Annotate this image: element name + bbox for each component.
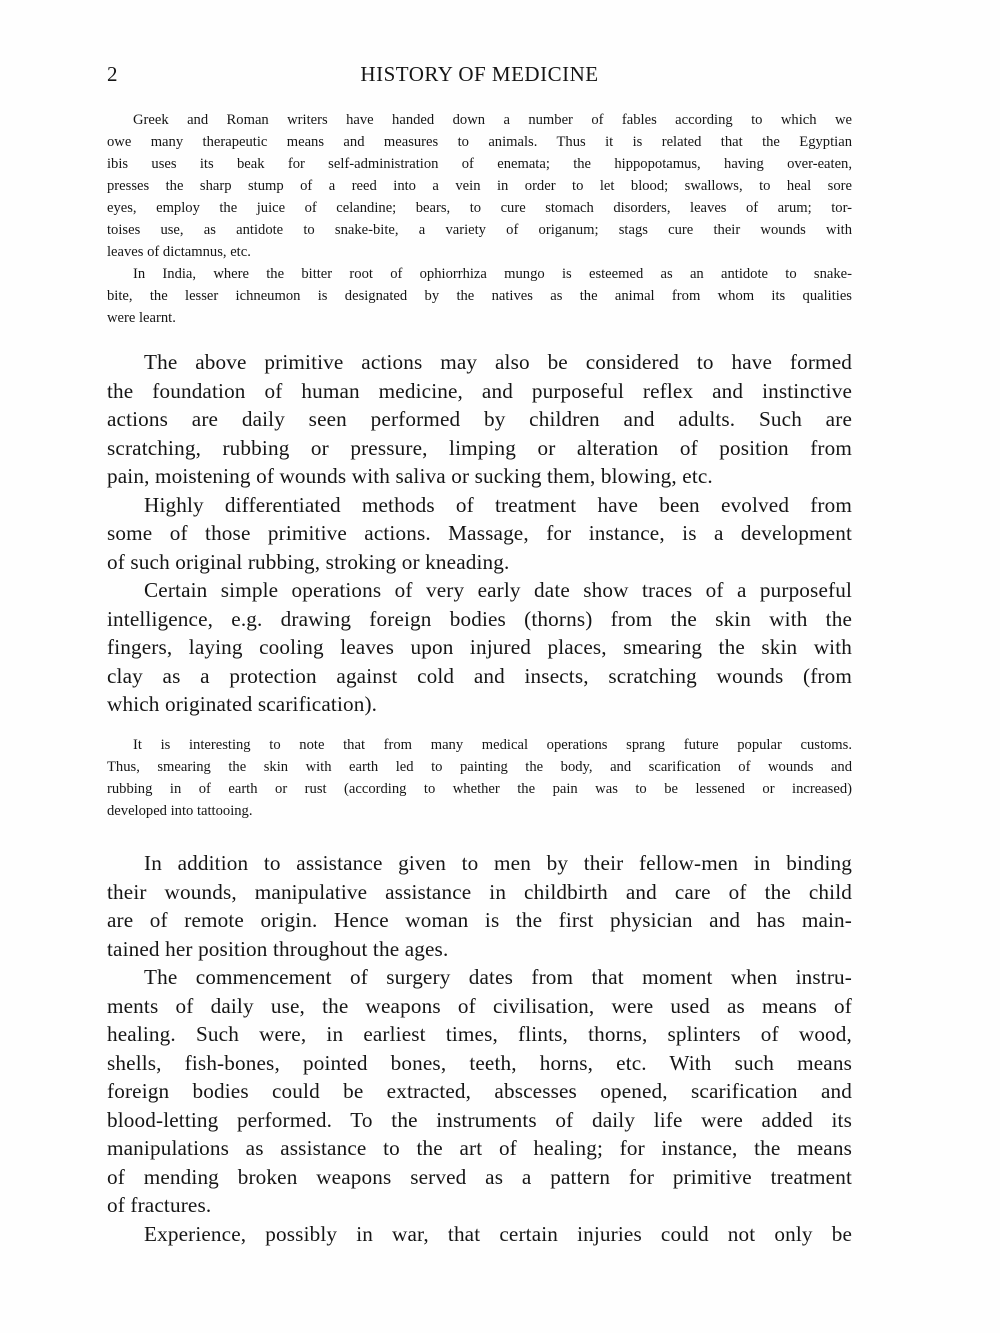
- text-line: are of remote origin. Hence woman is the first physician and has main-: [107, 908, 852, 932]
- text-line: of such original rubbing, stroking or kneading.: [107, 549, 510, 574]
- text-line: toises use, as antidote to snake-bite, a variety of origanum; stags cure their wounds with: [107, 222, 852, 238]
- paragraph-surgery: [107, 963, 852, 1220]
- paragraph-fables: [107, 109, 852, 263]
- text-line: The commencement of surgery dates from that moment when instru-: [144, 965, 852, 989]
- text-line: owe many therapeutic means and measures to animals. Thus it is related that the Egyptian: [107, 134, 852, 150]
- text-line: actions are daily seen performed by children and adults. Such are: [107, 407, 852, 431]
- text-line: of fractures.: [107, 1193, 212, 1217]
- text-line: In addition to assistance given to men by their fellow-men in binding: [144, 851, 852, 875]
- text-line: Greek and Roman writers have handed down a number of fables according to which we: [133, 112, 852, 128]
- text-line: In India, where the bitter root of ophiorrhiza mungo is esteemed as an antidote to snake-: [133, 266, 852, 282]
- text-line: fingers, laying cooling leaves upon injured places, smearing the skin with: [107, 635, 852, 659]
- text-line: pain, moistening of wounds with saliva or sucking them, blowing, etc.: [107, 464, 713, 488]
- running-title: HISTORY OF MEDICINE: [360, 62, 599, 86]
- text-line: clay as a protection against cold and insects, scratching wounds (from: [107, 663, 852, 688]
- paragraph-india: [107, 263, 852, 329]
- text-line: developed into tattooing.: [107, 803, 253, 819]
- text-line: healing. Such were, in earliest times, flints, thorns, splinters of wood,: [107, 1022, 852, 1046]
- text-line: The above primitive actions may also be considered to have formed: [144, 350, 852, 374]
- paragraph-massage: [107, 491, 852, 577]
- small-print-note-fables: [107, 109, 852, 329]
- text-line: were learnt.: [107, 310, 176, 326]
- text-line: tained her position throughout the ages.: [107, 936, 449, 961]
- text-line: Highly differentiated methods of treatment have been evolved from: [144, 492, 852, 517]
- paragraph-woman-physician: [107, 849, 852, 963]
- text-line: manipulations as assistance to the art of healing; for instance, the means: [107, 1136, 852, 1160]
- text-line: leaves of dictamnus, etc.: [107, 244, 251, 260]
- text-line: It is interesting to note that from many medical operations sprang future popular customs.: [133, 737, 852, 753]
- paragraph-primitive-actions: [107, 348, 852, 491]
- text-line: the foundation of human medicine, and purposeful reflex and instinctive: [107, 378, 852, 403]
- text-line: their wounds, manipulative assistance in childbirth and care of the child: [107, 879, 852, 904]
- page-number: 2: [107, 62, 118, 86]
- text-line: intelligence, e.g. drawing foreign bodies (thorns) from the skin with the: [107, 606, 852, 631]
- text-line: foreign bodies could be extracted, abscesses opened, scarification and: [107, 1079, 852, 1103]
- body-text-surgery: [107, 849, 852, 1248]
- text-line: Certain simple operations of very early date show traces of a purposeful: [144, 578, 852, 602]
- text-line: which originated scarification).: [107, 692, 378, 716]
- text-line: shells, fish-bones, pointed bones, teeth, horns, etc. With such means: [107, 1050, 852, 1075]
- text-line: some of those primitive actions. Massage, for instance, is a development: [107, 521, 852, 545]
- text-line: ibis uses its beak for self-administration of enemata; the hippopotamus, having over-eaten,: [107, 156, 852, 172]
- text-line: presses the sharp stump of a reed into a vein in order to let blood; swallows, to heal sore: [107, 178, 852, 194]
- body-text-primitive-actions: [107, 348, 852, 719]
- page-header: [107, 62, 852, 92]
- small-print-note-customs: [107, 734, 852, 822]
- text-line: eyes, employ the juice of celandine; bears, to cure stomach disorders, leaves of arum; tor-: [107, 200, 852, 216]
- paragraph-experience: [107, 1220, 852, 1249]
- text-line: rubbing in of earth or rust (according to whether the pain was to be lessened or increased): [107, 781, 852, 797]
- paragraph-customs: [107, 734, 852, 822]
- text-line: blood-letting performed. To the instruments of daily life were added its: [107, 1107, 852, 1132]
- text-line: scratching, rubbing or pressure, limping or alteration of position from: [107, 435, 852, 460]
- paragraph-simple-operations: [107, 576, 852, 719]
- text-line: of mending broken weapons served as a pattern for primitive treatment: [107, 1164, 852, 1189]
- text-line: Experience, possibly in war, that certain injuries could not only be: [144, 1221, 852, 1246]
- text-line: Thus, smearing the skin with earth led to painting the body, and scarification of wounds and: [107, 759, 852, 775]
- text-line: ments of daily use, the weapons of civilisation, were used as means of: [107, 993, 852, 1018]
- text-line: bite, the lesser ichneumon is designated by the natives as the animal from whom its qualities: [107, 288, 852, 304]
